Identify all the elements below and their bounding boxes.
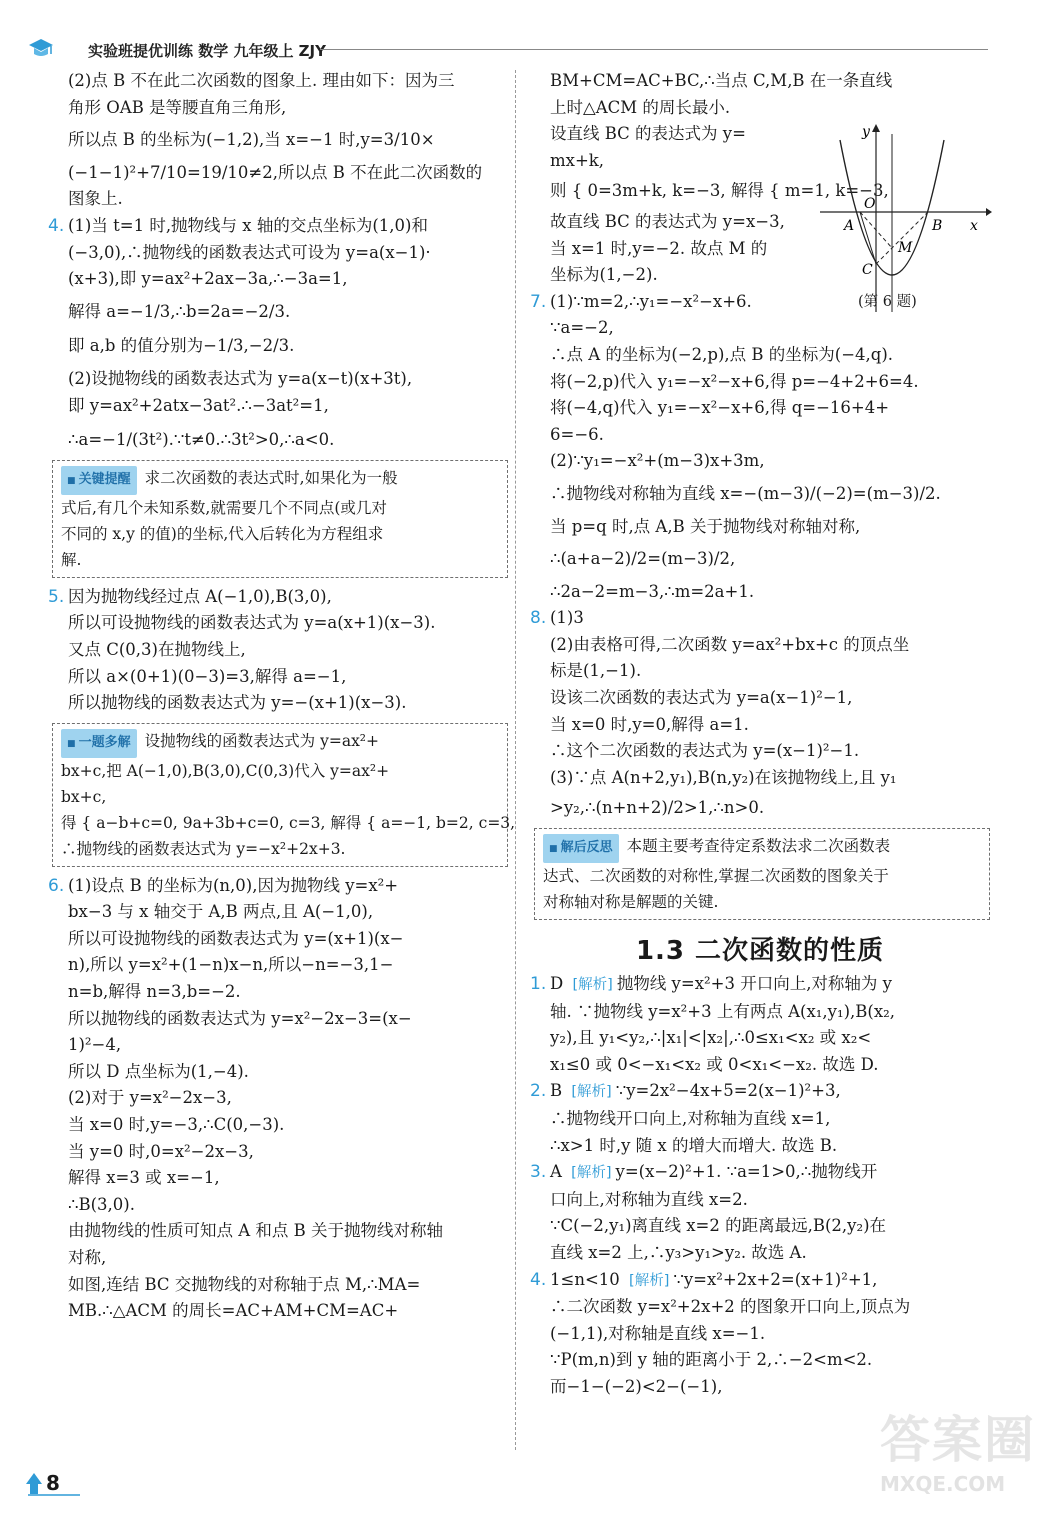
segment-cb <box>876 212 928 264</box>
text-line: 口向上,对称轴为直线 x=2. <box>550 1189 748 1209</box>
text-line: (−1−1)²+7/10=19/10≠2,所以点 B 不在此二次函数的 <box>68 162 483 182</box>
problem-number: 1. <box>530 974 547 995</box>
key-hint-tag: ■ 关键提醒 <box>61 466 137 495</box>
text-line: ∴抛物线对称轴为直线 x=−(m−3)/(−2)=(m−3)/2. <box>550 483 941 503</box>
answer: 1≤n<10 <box>550 1269 620 1289</box>
page-number: 8 <box>46 1471 60 1495</box>
text-line: ∴这个二次函数的表达式为 y=(x−1)²−1. <box>550 741 860 761</box>
text-line: y₂),且 y₁<y₂,∴|x₁|<|x₂|,∴0≤x₁<x₂ 或 x₂< <box>550 1028 872 1048</box>
text-line: 所以点 B 的坐标为(−1,2),当 x=−1 时,y=3/10× <box>68 130 435 150</box>
problem-number: 2. <box>530 1081 547 1102</box>
problem-5: 5. 因为抛物线经过点 A(−1,0),B(3,0), <box>48 584 508 611</box>
text-line: 坐标为(1,−2). <box>550 265 658 285</box>
text-line: (−3,0),∴抛物线的函数表达式可设为 y=a(x−1)· <box>68 242 431 262</box>
text-line: 即 y=ax²+2atx−3at².∴−3at²=1, <box>68 395 329 415</box>
text-line: ∴抛物线的函数表达式为 y=−x²+2x+3. <box>61 839 346 858</box>
column-divider <box>515 70 516 1450</box>
text-line: n),所以 y=x²+(1−n)x−n,所以−n=−3,1− <box>68 955 394 975</box>
text-line: 当 p=q 时,点 A,B 关于抛物线对称轴对称, <box>550 516 861 536</box>
text-line: (2)对于 y=x²−2x−3, <box>68 1088 232 1108</box>
text-line: (−1,1),对称轴是直线 x=−1. <box>550 1323 766 1343</box>
multi-solution-box: ■ 一题多解 设抛物线的函数表达式为 y=ax²+ bx+c,把 A(−1,0),B(3,0),C(0,3)代入 y=ax²+ bx+c, 得 { a−b+c=0, 9a+3b+c=0, c=3, 解得 { a=−1, b=2, c=3, ∴抛物线的函数表达式为 y=−x²+2x+3. <box>52 723 508 867</box>
text-line: 不同的 x,y 的值)的坐标,代入后转化为方程组求 <box>61 524 384 543</box>
text-line: 由抛物线的性质可知点 A 和点 B 关于抛物线对称轴 <box>68 1221 444 1241</box>
label-o: O <box>864 196 876 212</box>
text-line: 解得 a=−1/3,∴b=2a=−2/3. <box>68 301 291 321</box>
text-line: 角形 OAB 是等腰直角三角形, <box>68 97 287 117</box>
label-b: B <box>932 218 943 234</box>
x-axis-arrow-icon <box>986 208 992 216</box>
book-title: 实验班提优训练 数学 九年级上 ZJY <box>88 42 326 60</box>
text-line: (2)∵y₁=−x²+(m−3)x+3m, <box>550 451 765 471</box>
analysis-tag: [解析] <box>572 977 613 994</box>
text-line: BM+CM=AC+BC,∴当点 C,M,B 在一条直线 <box>550 71 893 90</box>
text-line: 6=−6. <box>550 424 604 444</box>
text-line: 轴. ∵抛物线 y=x²+3 上有两点 A(x₁,y₁),B(x₂, <box>550 1001 895 1021</box>
text-line: 而−1−(−2)<2−(−1), <box>550 1376 723 1396</box>
text-line: 将(−2,p)代入 y₁=−x²−x+6,得 p=−4+2+6=4. <box>550 371 919 391</box>
text-line: MB.∴△ACM 的周长=AC+AM+CM=AC+ <box>68 1301 399 1321</box>
answer: B <box>550 1081 563 1101</box>
text-line: (2)设抛物线的函数表达式为 y=a(x−t)(x+3t), <box>68 368 413 388</box>
reflection-tag: ■ 解后反思 <box>543 834 619 863</box>
text-line: ∴B(3,0). <box>68 1194 135 1214</box>
problem-number: 4. <box>530 1269 547 1290</box>
left-column <box>48 68 516 1325</box>
answer: D <box>550 974 564 994</box>
text-line: 所以可设抛物线的函数表达式为 y=(x+1)(x− <box>68 928 404 948</box>
text-line: 所以 D 点坐标为(1,−4). <box>68 1061 249 1081</box>
text-line: ∴二次函数 y=x²+2x+2 的图象开口向上,顶点为 <box>550 1297 911 1317</box>
text-line: ∴x>1 时,y 随 x 的增大而增大. 故选 B. <box>550 1135 838 1155</box>
label-x: x <box>970 218 978 234</box>
text-line: 上时△ACM 的周长最小. <box>550 97 731 117</box>
text-line: 当 x=1 时,y=−2. 故点 M 的 <box>550 238 768 258</box>
section-title: 1.3 二次函数的性质 <box>635 936 885 967</box>
problem-8: 8. (1)3 <box>530 605 990 632</box>
text-line: n=b,解得 n=3,b=−2. <box>68 982 241 1002</box>
text-line: (2)点 B 不在此二次函数的图象上. 理由如下：因为三 <box>68 71 455 90</box>
text-line: 式后,有几个未知系数,就需要几个不同点(或几对 <box>61 498 387 517</box>
text-line: 解得 x=3 或 x=−1, <box>68 1168 220 1188</box>
analysis-tag: [解析] <box>571 1084 612 1101</box>
y-axis-arrow-icon <box>872 124 880 132</box>
text-line: mx+k, <box>550 150 605 170</box>
parabola-figure <box>820 122 992 314</box>
segment-ac <box>860 212 876 264</box>
text-line: 对称, <box>68 1248 107 1267</box>
text-line: 所以 a×(0+1)(0−3)=3,解得 a=−1, <box>68 666 347 686</box>
watermark-logo: 答案圈 <box>880 1411 1036 1469</box>
solution-2: 2. B [解析] ∵y=2x²−4x+5=2(x−1)²+3, <box>530 1078 990 1106</box>
problem-number: 5. <box>48 586 65 607</box>
text-line: 当 x=0 时,y=0,解得 a=1. <box>550 714 749 734</box>
problem-number: 3. <box>530 1162 547 1183</box>
text-line: 达式、二次函数的对称性,掌握二次函数的图象关于 <box>543 867 889 886</box>
text-line: >y₂,∴(n+n+2)/2>1,∴n>0. <box>550 798 765 818</box>
text-line: 所以抛物线的函数表达式为 y=x²−2x−3=(x− <box>68 1008 412 1028</box>
problem-7: 7. (1)∵m=2,∴y₁=−x²−x+6. <box>530 289 990 316</box>
text-line: 当 x=0 时,y=−3,∴C(0,−3). <box>68 1115 285 1135</box>
label-a: A <box>844 218 855 234</box>
text-line: bx−3 与 x 轴交于 A,B 两点,且 A(−1,0), <box>68 902 374 922</box>
text-line: 直线 x=2 上,∴y₃>y₁>y₂. 故选 A. <box>550 1242 807 1262</box>
equation-system: 得 { a−b+c=0, 9a+3b+c=0, c=3, 解得 { a=−1, b=2, c=3, <box>61 813 516 832</box>
label-y: y <box>862 124 870 140</box>
problem-number: 7. <box>530 291 547 312</box>
text-line: 又点 C(0,3)在抛物线上, <box>68 639 246 659</box>
text-line: 设直线 BC 的表达式为 y= <box>550 124 746 144</box>
text-line: ∴抛物线开口向上,对称轴为直线 x=1, <box>550 1109 831 1128</box>
text-line: x₁≤0 或 0<−x₁<x₂ 或 0<x₁<−x₂. 故选 D. <box>550 1054 879 1074</box>
text-line: bx+c,把 A(−1,0),B(3,0),C(0,3)代入 y=ax²+ <box>61 761 390 780</box>
problem-number: 6. <box>48 875 65 896</box>
text-line: 设该二次函数的表达式为 y=a(x−1)²−1, <box>550 688 853 708</box>
header-rule <box>320 49 988 50</box>
solution-3: 3. A [解析] y=(x−2)²+1. ∵a=1>0,∴抛物线开 <box>530 1159 990 1187</box>
graduation-cap-icon <box>28 36 54 60</box>
problem-4: 4. (1)当 t=1 时,抛物线与 x 轴的交点坐标为(1,0)和 <box>48 213 508 240</box>
problem-number: 8. <box>530 608 547 629</box>
text-line: ∴2a−2=m−3,∴m=2a+1. <box>550 581 755 601</box>
text-line: 所以可设抛物线的函数表达式为 y=a(x+1)(x−3). <box>68 613 436 633</box>
text-line: 1)²−4, <box>68 1035 122 1055</box>
analysis-tag: [解析] <box>571 1165 612 1182</box>
figure-caption: (第 6 题) <box>858 294 917 310</box>
text-line: ∴a=−1/(3t²).∵t≠0.∴3t²>0,∴a<0. <box>68 430 335 450</box>
text-line: 对称轴对称是解题的关键. <box>543 893 719 912</box>
analysis-tag: [解析] <box>629 1272 670 1289</box>
solution-4: 4. 1≤n<10 [解析] ∵y=x²+2x+2=(x+1)²+1, <box>530 1267 990 1295</box>
equation-system: 则 { 0=3m+k, k=−3, 解得 { m=1, k=−3, <box>550 181 889 201</box>
text-line: 所以抛物线的函数表达式为 y=−(x+1)(x−3). <box>68 693 407 713</box>
text-line: ∵C(−2,y₁)离直线 x=2 的距离最远,B(2,y₂)在 <box>550 1216 887 1236</box>
text-line: 当 y=0 时,0=x²−2x−3, <box>68 1141 254 1161</box>
page-header <box>28 36 988 62</box>
reflection-box: ■ 解后反思 本题主要考查待定系数法求二次函数表 达式、二次函数的对称性,掌握二次函数的图象关于 对称轴对称是解题的关键. <box>534 828 990 920</box>
text-line: ∵P(m,n)到 y 轴的距离小于 2,∴−2<m<2. <box>550 1350 873 1370</box>
text-line: (2)由表格可得,二次函数 y=ax²+bx+c 的顶点坐 <box>550 634 910 654</box>
answer: A <box>550 1162 562 1182</box>
text-line: ∴点 A 的坐标为(−2,p),点 B 的坐标为(−4,q). <box>550 344 894 364</box>
text-line: 解. <box>61 550 82 569</box>
text-line: (x+3),即 y=ax²+2ax−3a,∴−3a=1, <box>68 269 348 289</box>
text-line: ∵a=−2, <box>550 318 614 338</box>
text-line: (3)∵点 A(n+2,y₁),B(n,y₂)在该抛物线上,且 y₁ <box>550 767 897 787</box>
watermark-url: MXQE.COM <box>880 1472 1006 1496</box>
problem-6: 6. (1)设点 B 的坐标为(n,0),因为抛物线 y=x²+ <box>48 873 508 900</box>
text-line: 将(−4,q)代入 y₁=−x²−x+6,得 q=−16+4+ <box>550 398 890 418</box>
watermark <box>880 1400 1040 1530</box>
key-hint-box: ■ 关键提醒 求二次函数的表达式时,如果化为一般 式后,有几个未知系数,就需要几个不同点(或几对 不同的 x,y 的值)的坐标,代入后转化为方程组求 解. <box>52 460 508 578</box>
text-line: 如图,连结 BC 交抛物线的对称轴于点 M,∴MA= <box>68 1274 421 1294</box>
label-m: M <box>898 240 913 256</box>
text-line: 标是(1,−1). <box>550 661 642 681</box>
multi-solution-tag: ■ 一题多解 <box>61 729 137 758</box>
text-line: 图象上. <box>68 189 123 209</box>
text-line: 故直线 BC 的表达式为 y=x−3, <box>550 211 785 231</box>
solution-1: 1. D [解析] 抛物线 y=x²+3 开口向上,对称轴为 y <box>530 971 990 999</box>
label-c: C <box>862 262 873 278</box>
text-line: 即 a,b 的值分别为−1/3,−2/3. <box>68 336 295 356</box>
text-line: ∴(a+a−2)/2=(m−3)/2, <box>550 549 736 569</box>
text-line: bx+c, <box>61 787 107 806</box>
problem-number: 4. <box>48 215 65 236</box>
